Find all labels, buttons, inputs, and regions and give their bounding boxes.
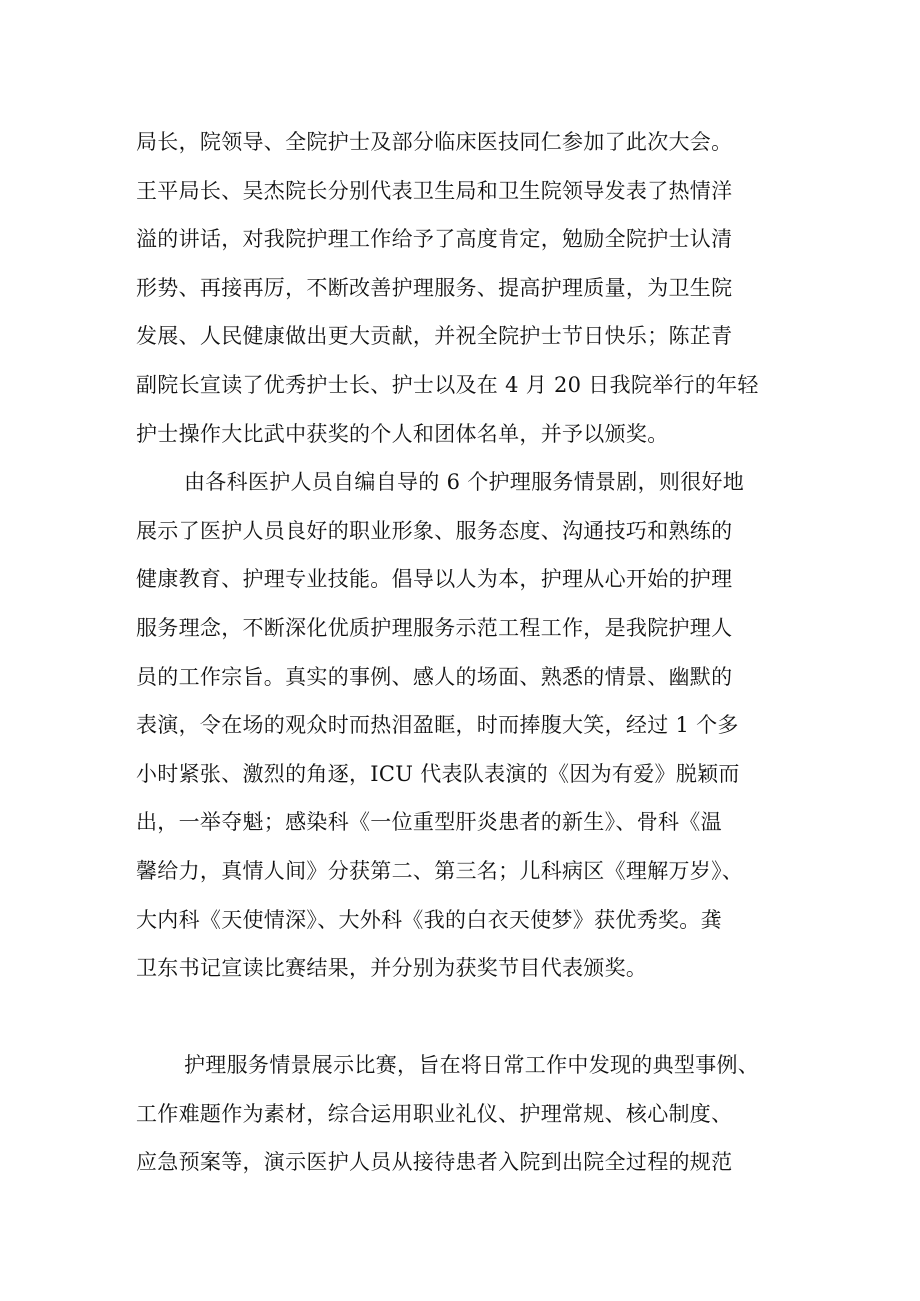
text-line: 小时紧张、激烈的角逐，ICU 代表队表演的《因为有爱》脱颖而 [136,761,740,786]
text-line: 表演，令在场的观众时而热泪盈眶，时而捧腹大笑，经过 1 个多 [136,713,739,738]
text-line: 王平局长、吴杰院长分别代表卫生局和卫生院领导发表了热情洋 [136,178,733,203]
text-line: 发展、人民健康做出更大贡献，并祝全院护士节日快乐；陈芷青 [136,324,733,349]
text-line: 卫东书记宣读比赛结果，并分别为获奖节目代表颁奖。 [136,956,648,981]
text-line: 服务理念，不断深化优质护理服务示范工程工作，是我院护理人 [136,615,733,640]
text-line: 护理服务情景展示比赛，旨在将日常工作中发现的典型事例、 [184,1053,760,1078]
text-line: 健康教育、护理专业技能。倡导以人为本，护理从心开始的护理 [136,567,733,592]
paragraph-2 [136,458,796,1041]
text-line: 工作难题作为素材，综合运用职业礼仪、护理常规、核心制度、 [136,1101,733,1126]
text-line: 出，一举夺魁；感染科《一位重型肝炎患者的新生》、骨科《温 [136,810,722,835]
document-body [136,118,796,1187]
text-line: 大内科《天使情深》、大外科《我的白衣天使梦》获优秀奖。龚 [136,907,722,932]
text-line: 展示了医护人员良好的职业形象、服务态度、沟通技巧和熟练的 [136,518,733,543]
text-line: 局长，院领导、全院护士及部分临床医技同仁参加了此次大会。 [136,130,733,154]
text-line: 应急预案等，演示医护人员从接待患者入院到出院全过程的规范 [136,1150,733,1175]
paragraph-3 [136,1041,796,1187]
text-line: 馨给力，真情人间》分获第二、第三名；儿科病区《理解万岁》、 [136,858,744,883]
text-line: 护士操作大比武中获奖的个人和团体名单，并予以颁奖。 [136,421,669,446]
text-line: 员的工作宗旨。真实的事例、感人的场面、熟悉的情景、幽默的 [136,664,733,689]
text-line: 溢的讲话，对我院护理工作给予了高度肯定，勉励全院护士认清 [136,227,733,252]
text-line [136,993,796,1042]
text-line: 由各科医护人员自编自导的 6 个护理服务情景剧，则很好地 [184,470,745,495]
paragraph-1 [136,118,796,458]
text-line: 形势、再接再厉，不断改善护理服务、提高护理质量，为卫生院 [136,275,733,300]
text-line: 副院长宣读了优秀护士长、护士以及在 4 月 20 日我院举行的年轻 [136,372,759,397]
